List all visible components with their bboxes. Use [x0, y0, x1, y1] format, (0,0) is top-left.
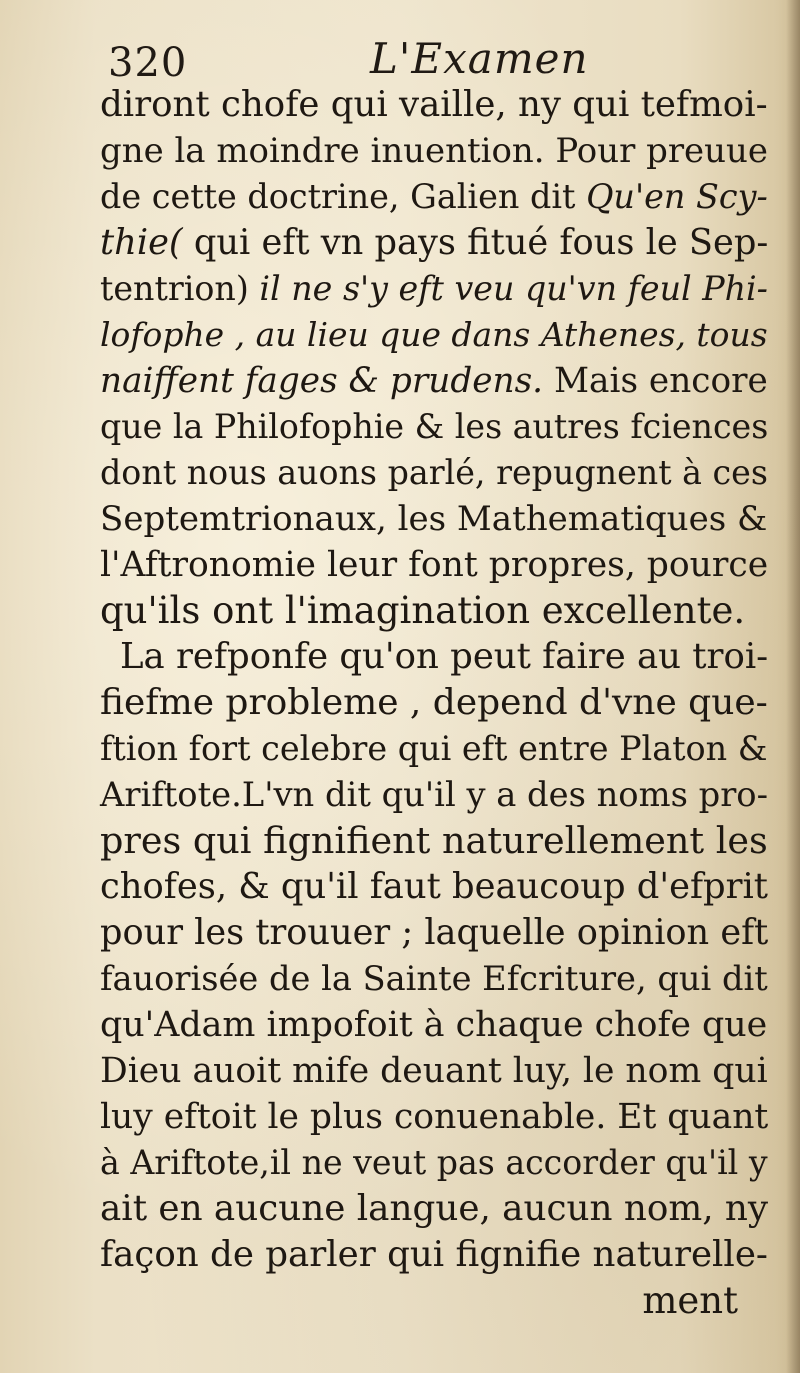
text-line [100, 496, 768, 542]
roman-text: gne la moindre inuention. Pour preuue [100, 131, 768, 171]
text-line [100, 1002, 768, 1048]
text-line [100, 174, 768, 220]
text-line [100, 588, 768, 634]
text-line [100, 864, 768, 910]
roman-text: de cette doctrine, Galien dit [100, 177, 587, 216]
text-line [100, 404, 768, 450]
roman-text: Dieu auoit mife deuant luy, le nom qui [100, 1051, 768, 1091]
roman-text: ait en aucune langue, aucun nom, ny [100, 1188, 769, 1229]
text-line [100, 910, 768, 956]
roman-text: luy eftoit le plus conuenable. Et quant [100, 1097, 769, 1137]
italic-text: thie( [100, 222, 194, 263]
roman-text: pres qui fignifient naturellement les [100, 819, 768, 862]
roman-text: chofes, & qu'il faut beaucoup d'efprit [100, 866, 768, 907]
text-line [100, 358, 768, 404]
text-block [100, 82, 768, 1324]
roman-text: tentrion) [100, 269, 260, 308]
roman-text: l'Aftronomie leur font propres, pource [100, 545, 769, 585]
text-line [100, 726, 768, 772]
text-line [100, 1232, 768, 1278]
roman-text: qu'Adam impofoit à chaque chofe que [100, 1005, 768, 1045]
roman-text: fiefme probleme , depend d'vne que- [100, 682, 768, 723]
roman-text: Mais encore [543, 361, 768, 401]
text-line [100, 1094, 768, 1140]
page-edge-shadow [786, 0, 800, 1373]
roman-text: à Ariftote,il ne veut pas accorder qu'il y [100, 1143, 768, 1182]
text-line [100, 450, 768, 496]
roman-text: ment [642, 1279, 738, 1322]
roman-text: Septemtrionaux, les Mathematiques & [100, 499, 768, 539]
roman-text: diront chofe qui vaille, ny qui tefmoi- [100, 84, 768, 125]
text-line [100, 634, 768, 680]
text-line [100, 956, 768, 1002]
roman-text: pour les trouuer ; laquelle opinion eft [100, 912, 769, 953]
italic-text: naiffent fages & prudens. [100, 361, 544, 401]
roman-text: que la Philofophie & les autres fciences [100, 407, 769, 446]
roman-text: dont nous auons parlé, repugnent à ces [100, 453, 768, 492]
italic-text: lofophe , au lieu que dans Athenes, tous [100, 315, 768, 354]
text-line [100, 1186, 768, 1232]
text-line [100, 82, 768, 128]
text-line [100, 542, 768, 588]
italic-text: il ne s'y eft veu qu'vn feul Phi- [259, 269, 768, 308]
text-line [100, 220, 768, 266]
roman-text: ftion fort celebre qui eft entre Platon & [100, 729, 768, 768]
roman-text: qu'ils ont l'imagination excellente. [100, 589, 746, 632]
text-line [100, 818, 768, 864]
italic-text: Qu'en Scy- [586, 177, 768, 216]
text-line [100, 772, 768, 818]
text-line [100, 1140, 768, 1186]
text-line [100, 266, 768, 312]
roman-text: La refponfe qu'on peut faire au troi- [120, 636, 769, 677]
roman-text: qui eft vn pays fitué fous le Sep- [193, 222, 769, 263]
catchword [100, 1278, 768, 1324]
text-line [100, 1048, 768, 1094]
roman-text: Ariftote.L'vn dit qu'il y a des noms pro- [100, 775, 769, 814]
running-title: L'Examen [370, 34, 589, 83]
text-line [100, 312, 768, 358]
text-line [100, 680, 768, 726]
text-line [100, 128, 768, 174]
page-number: 320 [108, 40, 188, 86]
roman-text: fauorisée de la Sainte Efcriture, qui dit [100, 959, 768, 998]
roman-text: façon de parler qui fignifie naturelle- [100, 1234, 768, 1275]
